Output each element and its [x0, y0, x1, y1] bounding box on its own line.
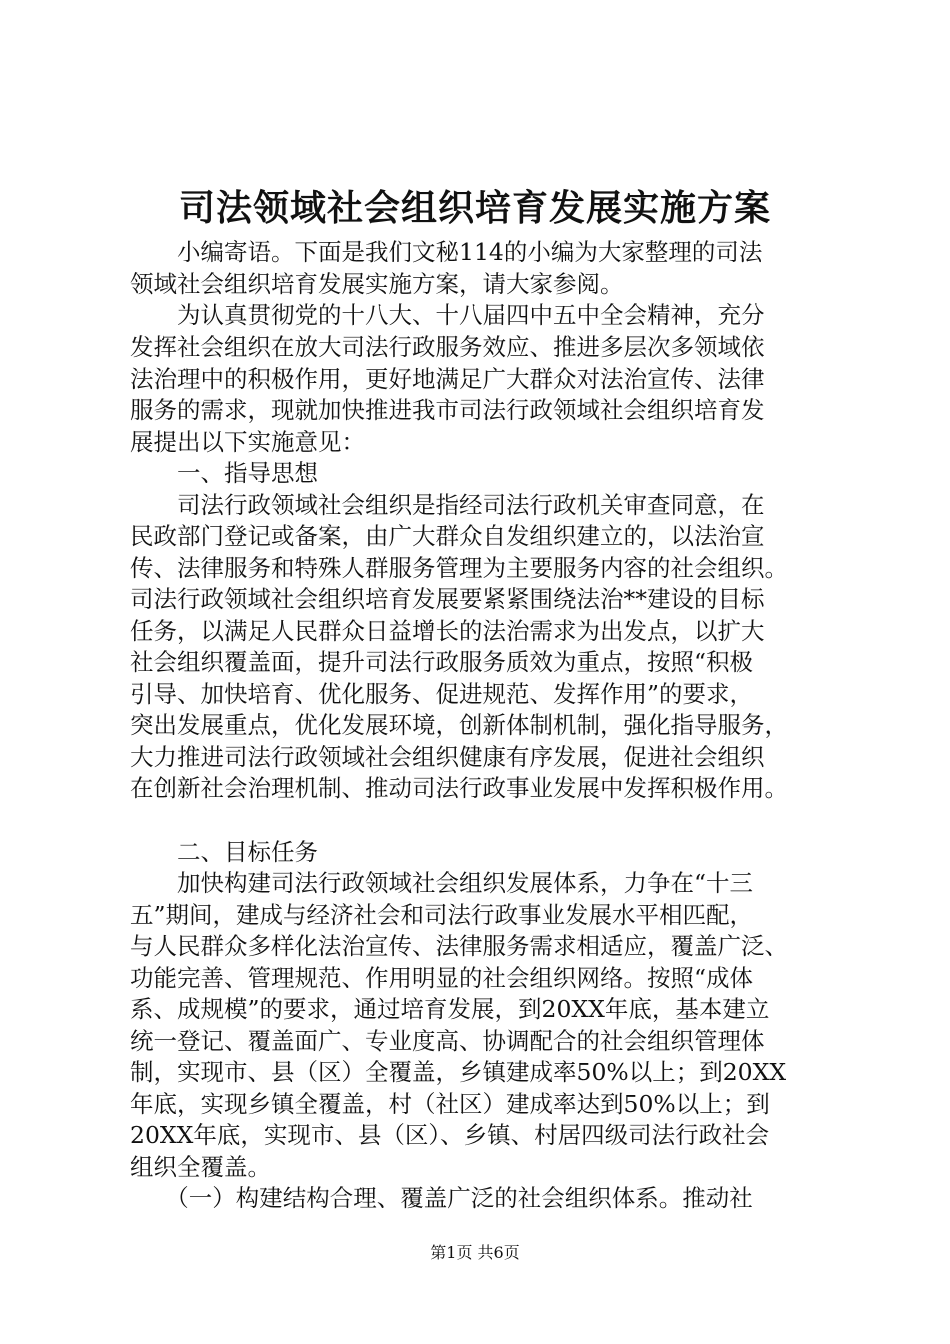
body-line: 司法行政领域社会组织培育发展要紧紧围绕法治**建设的目标: [130, 585, 765, 613]
body-line: 五”期间，建成与经济社会和司法行政事业发展水平相匹配，: [130, 901, 754, 929]
body-line: 加快构建司法行政领域社会组织发展体系，力争在“十三: [130, 869, 754, 897]
body-line: 引导、加快培育、优化服务、促进规范、发挥作用”的要求，: [130, 680, 754, 708]
body-line: 任务，以满足人民群众日益增长的法治需求为出发点，以扩大: [130, 617, 765, 645]
body-line: 法治理中的积极作用，更好地满足广大群众对法治宣传、法律: [130, 365, 765, 393]
body-line: 功能完善、管理规范、作用明显的社会组织网络。按照“成体: [130, 964, 754, 992]
body-line: 大力推进司法行政领域社会组织健康有序发展，促进社会组织: [130, 743, 765, 771]
body-line: 服务的需求，现就加快推进我市司法行政领域社会组织培育发: [130, 396, 765, 424]
body-line: 与人民群众多样化法治宣传、法律服务需求相适应，覆盖广泛、: [130, 932, 788, 960]
body-line: 展提出以下实施意见：: [130, 428, 365, 456]
section-heading: 一、指导思想: [130, 459, 318, 487]
body-line: 小编寄语。下面是我们文秘114的小编为大家整理的司法: [130, 238, 763, 266]
body-line: 社会组织覆盖面，提升司法行政服务质效为重点，按照“积极: [130, 648, 754, 676]
page-footer: 第1页 共6页: [430, 1243, 520, 1262]
body-line: 在创新社会治理机制、推动司法行政事业发展中发挥积极作用。: [130, 774, 788, 802]
body-line: 突出发展重点，优化发展环境，创新体制机制，强化指导服务，: [130, 711, 788, 739]
body-line: 领域社会组织培育发展实施方案，请大家参阅。: [130, 270, 624, 298]
body-line: 发挥社会组织在放大司法行政服务效应、推进多层次多领域依: [130, 333, 765, 361]
body-line: 传、法律服务和特殊人群服务管理为主要服务内容的社会组织。: [130, 554, 788, 582]
body-line: （一）构建结构合理、覆盖广泛的社会组织体系。推动社: [130, 1184, 753, 1212]
body-line: 司法行政领域社会组织是指经司法行政机关审查同意，在: [130, 491, 765, 519]
section-heading: 二、目标任务: [130, 838, 318, 866]
body-line: 20XX年底，实现市、县（区）、乡镇、村居四级司法行政社会: [130, 1121, 770, 1149]
body-line: 系、成规模”的要求，通过培育发展，到20XX年底，基本建立: [130, 995, 770, 1023]
body-line: 民政部门登记或备案，由广大群众自发组织建立的，以法治宣: [130, 522, 765, 550]
body-line: 组织全覆盖。: [130, 1153, 271, 1181]
body-line: 为认真贯彻党的十八大、十八届四中五中全会精神，充分: [130, 301, 765, 329]
body-line: 年底，实现乡镇全覆盖，村（社区）建成率达到50%以上；到: [130, 1090, 770, 1118]
body-line: 制，实现市、县（区）全覆盖，乡镇建成率50%以上；到20XX: [130, 1058, 787, 1086]
body-line: 统一登记、覆盖面广、专业度高、协调配合的社会组织管理体: [130, 1027, 765, 1055]
document-title: 司法领域社会组织培育发展实施方案: [178, 187, 771, 229]
